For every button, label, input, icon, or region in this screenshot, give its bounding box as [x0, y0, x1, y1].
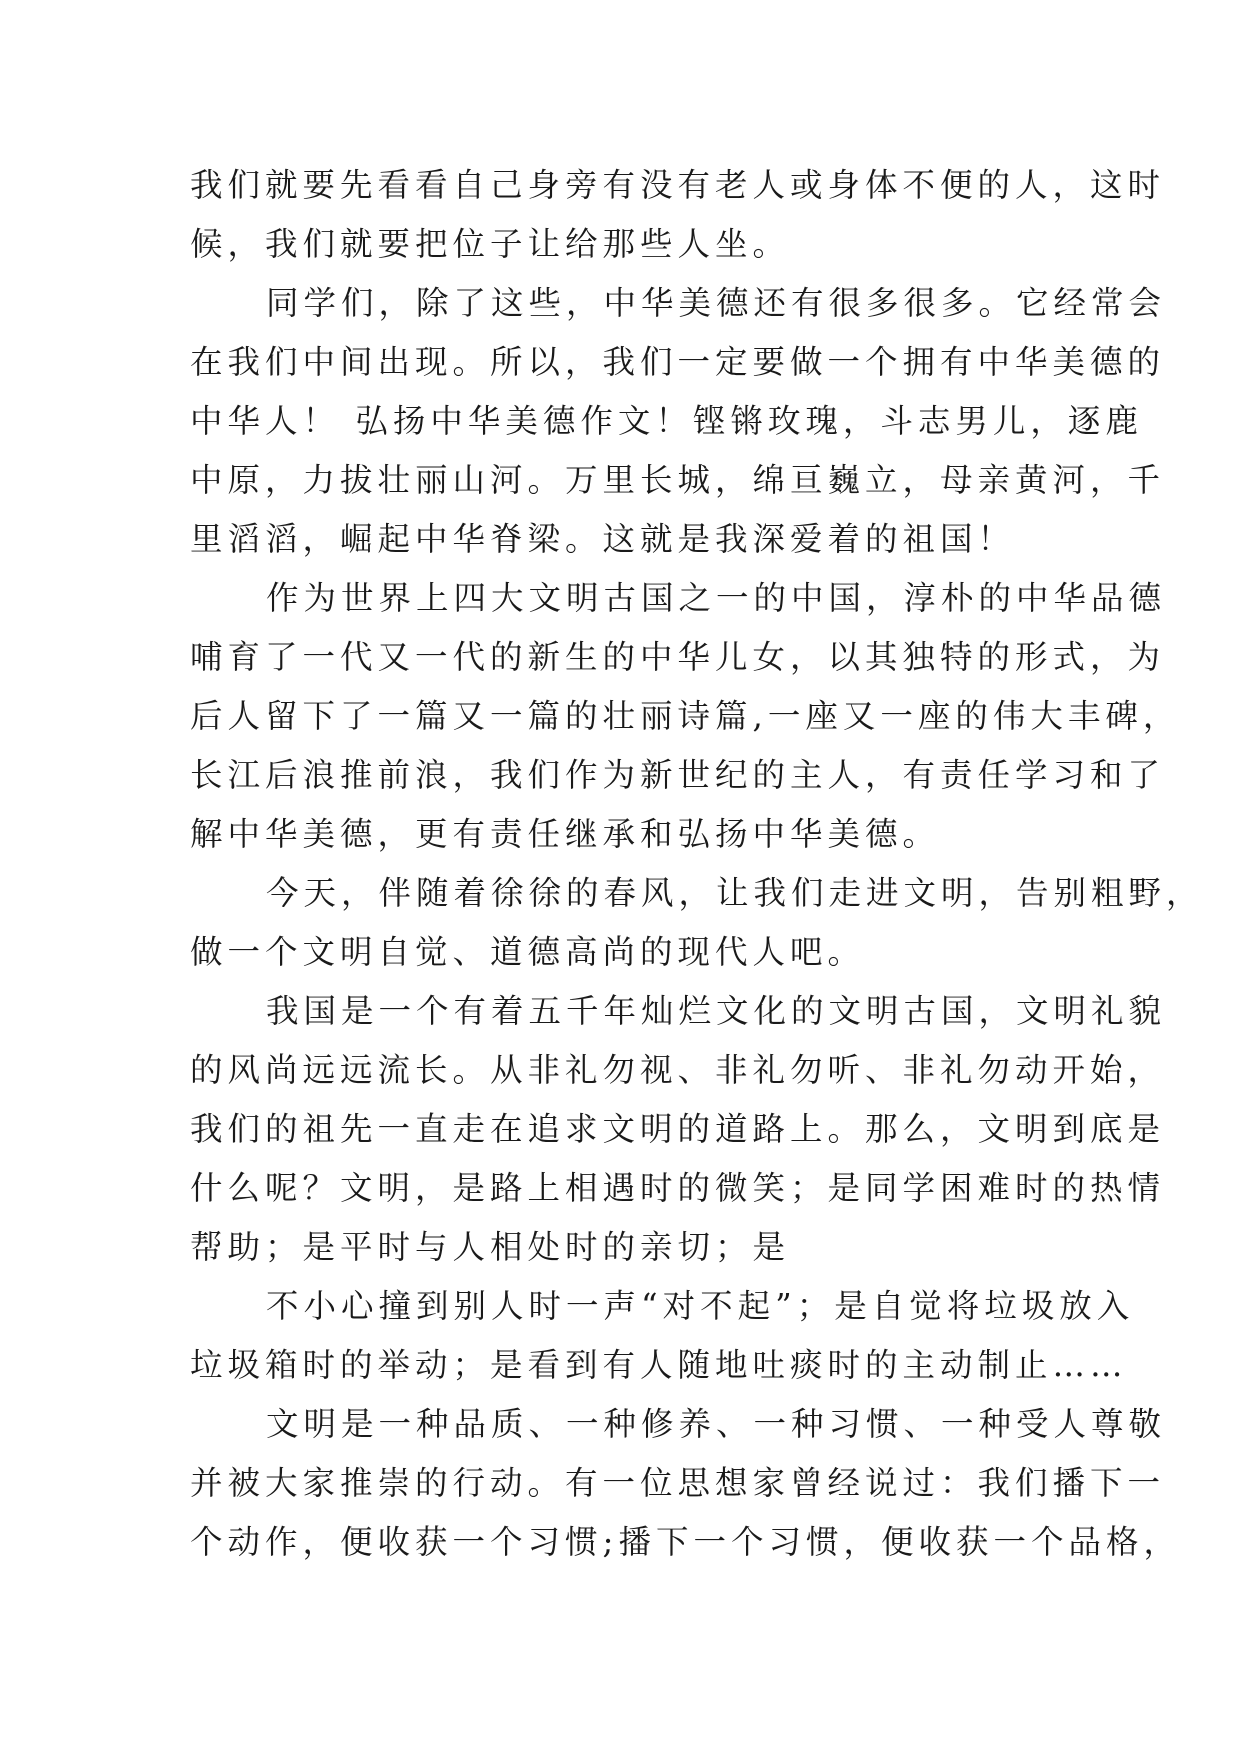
text-line: 垃圾箱时的举动；是看到有人随地吐痰时的主动制止……: [190, 1346, 1128, 1384]
text-line: 我们就要先看看自己身旁有没有老人或身体不便的人，这时: [190, 166, 1166, 204]
paragraph-first-line: 今天，伴随着徐徐的春风，让我们走进文明，告别粗野，: [266, 874, 1204, 912]
paragraph-first-line: 同学们，除了这些，中华美德还有很多很多。它经常会: [266, 284, 1167, 322]
text-line: 并被大家推崇的行动。有一位思想家曾经说过：我们播下一: [190, 1464, 1166, 1502]
text-line: 我们的祖先一直走在追求文明的道路上。那么，文明到底是: [190, 1110, 1166, 1148]
text-line: 里滔滔，崛起中华脊梁。这就是我深爱着的祖国！: [190, 520, 1016, 558]
paragraph-first-line: 作为世界上四大文明古国之一的中国，淳朴的中华品德: [266, 579, 1167, 617]
text-line: 哺育了一代又一代的新生的中华儿女，以其独特的形式，为: [190, 638, 1166, 676]
text-line: 在我们中间出现。所以，我们一定要做一个拥有中华美德的: [190, 343, 1166, 381]
paragraph-first-line: 不小心撞到别人时一声“对不起”；是自觉将垃圾放入: [266, 1287, 1135, 1325]
text-line: 长江后浪推前浪，我们作为新世纪的主人，有责任学习和了: [190, 756, 1166, 794]
text-line: 解中华美德，更有责任继承和弘扬中华美德。: [190, 815, 941, 853]
text-line: 帮助；是平时与人相处时的亲切；是: [190, 1228, 791, 1266]
paragraph-first-line: 文明是一种品质、一种修养、一种习惯、一种受人尊敬: [266, 1405, 1167, 1443]
text-line: 什么呢？文明，是路上相遇时的微笑；是同学困难时的热情: [190, 1169, 1166, 1207]
text-line: 中华人！ 弘扬中华美德作文！铿锵玫瑰，斗志男儿，逐鹿: [190, 402, 1143, 440]
text-line: 个动作，便收获一个习惯;播下一个习惯，便收获一个品格，: [190, 1523, 1181, 1561]
text-line: 做一个文明自觉、道德高尚的现代人吧。: [190, 933, 866, 971]
text-line: 的风尚远远流长。从非礼勿视、非礼勿听、非礼勿动开始，: [190, 1051, 1166, 1089]
paragraph-first-line: 我国是一个有着五千年灿烂文化的文明古国，文明礼貌: [266, 992, 1167, 1030]
text-line: 候，我们就要把位子让给那些人坐。: [190, 225, 791, 263]
body-text: [190, 156, 1204, 1572]
text-line: 后人留下了一篇又一篇的壮丽诗篇,一座又一座的伟大丰碑，: [190, 697, 1181, 735]
text-line: 中原，力拔壮丽山河。万里长城，绵亘巍立，母亲黄河，千: [190, 461, 1166, 499]
